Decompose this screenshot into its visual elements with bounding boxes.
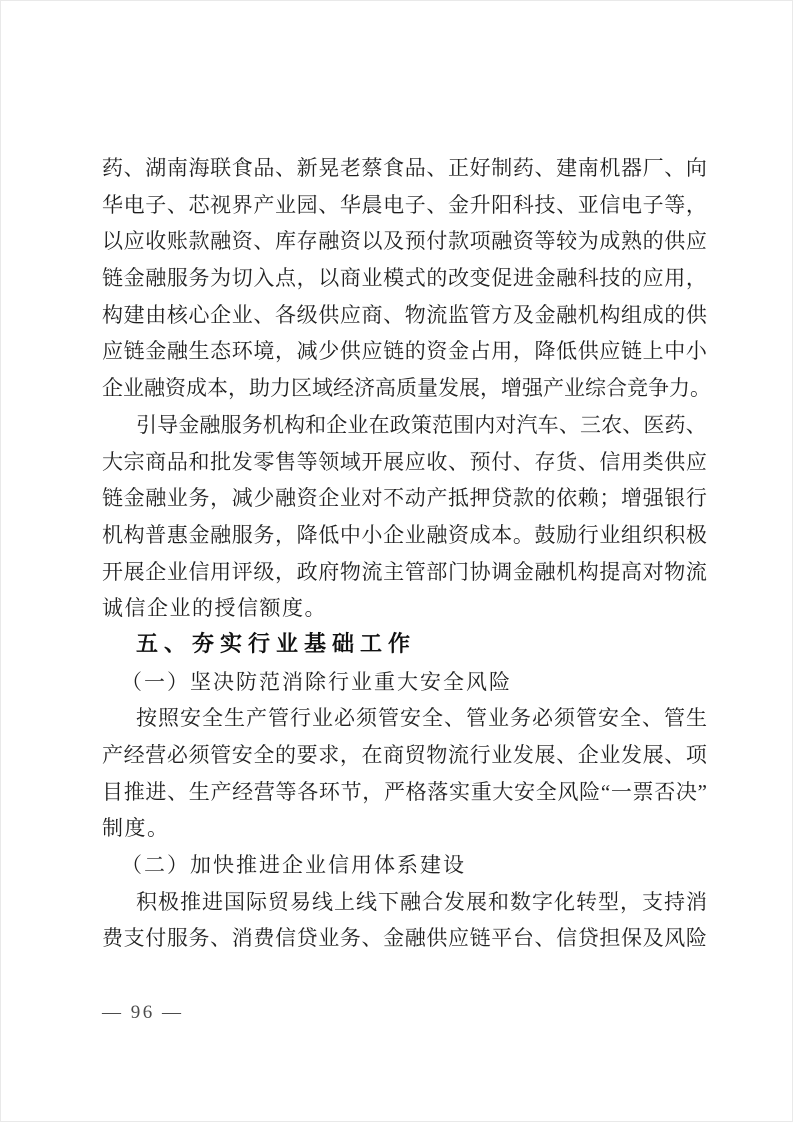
text-line: 应 链 金 融 生 态 环 境 ， 减 少 供 应 链 的 资 金 占 用 ， 降 低 供 应 链 上 中 小	[102, 339, 707, 364]
text-line: 以 应 收 账 款 融 资 、 库 存 融 资 以 及 预 付 款 项 融 资 等 较 为 成 熟 的 供 应	[102, 229, 707, 254]
paragraph-continued	[102, 150, 711, 407]
text-line: 按 照 安 全 生 产 管 行 业 必 须 管 安 全 、 管 业 务 必 须 管 安 全 、 管 生	[136, 706, 707, 731]
paragraph	[102, 884, 707, 957]
text-line: 大 宗 商 品 和 批 发 零 售 等 领 域 开 展 应 收 、 预 付 、 存 货 、 信 用 类 供 应	[102, 449, 707, 474]
page-footer	[102, 999, 184, 1027]
text-line: 机 构 普 惠 金 融 服 务 ， 降 低 中 小 企 业 融 资 成 本 。 鼓 励 行 业 组 织 积 极	[102, 522, 707, 547]
text-line: 链 金 融 业 务 ， 减 少 融 资 企 业 对 不 动 产 抵 押 贷 款 的 依 赖 ； 增 强 银 行	[102, 486, 707, 511]
subsection-heading-2: （二）加快推进企业信用体系建设	[121, 853, 466, 878]
subsection-heading-1: （一）坚决防范消除行业重大安全风险	[121, 669, 512, 694]
text-line: 目 推 进 、 生 产 经 营 等 各 环 节 ， 严 格 落 实 重 大 安 全 风 险 “ 一 票 否 决 ”	[102, 779, 707, 804]
text-line: 开 展 企 业 信 用 评 级 ， 政 府 物 流 主 管 部 门 协 调 金 融 机 构 提 高 对 物 流	[102, 559, 707, 584]
text-line: 制度。	[102, 816, 170, 841]
text-line: 链 金 融 服 务 为 切 入 点 ， 以 商 业 模 式 的 改 变 促 进 金 融 科 技 的 应 用 ，	[102, 266, 707, 291]
text-line: 积 极 推 进 国 际 贸 易 线 上 线 下 融 合 发 展 和 数 字 化 转 型 ， 支 持 消	[136, 889, 707, 914]
text-line: 华 电 子 、 芯 视 界 产 业 园 、 华 晨 电 子 、 金 升 阳 科 技 、 亚 信 电 子 等 ，	[102, 192, 707, 217]
paragraph	[102, 700, 707, 847]
document-body	[102, 150, 711, 957]
text-line: 费 支 付 服 务 、 消 费 信 贷 业 务 、 金 融 供 应 链 平 台 、 信 贷 担 保 及 风 险	[102, 926, 707, 951]
text-line: 产 经 营 必 须 管 安 全 的 要 求 ， 在 商 贸 物 流 行 业 发 展 、 企 业 发 展 、 项	[102, 743, 707, 767]
text-line: 药 、 湖 南 海 联 食 品 、 新 晃 老 蔡 食 品 、 正 好 制 药 、 建 南 机 器 厂 、 向	[102, 156, 707, 180]
text-line: 企 业 融 资 成 本 ， 助 力 区 域 经 济 高 质 量 发 展 ， 增 强 产 业 综 合 竞 争 力 。	[102, 376, 711, 401]
paragraph	[102, 407, 707, 627]
text-line: 构 建 由 核 心 企 业 、 各 级 供 应 商 、 物 流 监 管 方 及 金 融 机 构 组 成 的 供	[102, 302, 707, 327]
text-line: 引 导 金 融 服 务 机 构 和 企 业 在 政 策 范 围 内 对 汽 车 、 三 农 、 医 药 、	[136, 412, 707, 437]
text-line: 诚信企业的授信额度。	[102, 596, 327, 621]
section-heading: 五、夯实行业基础工作	[136, 631, 417, 657]
page-number: — 96 —	[102, 1002, 184, 1023]
